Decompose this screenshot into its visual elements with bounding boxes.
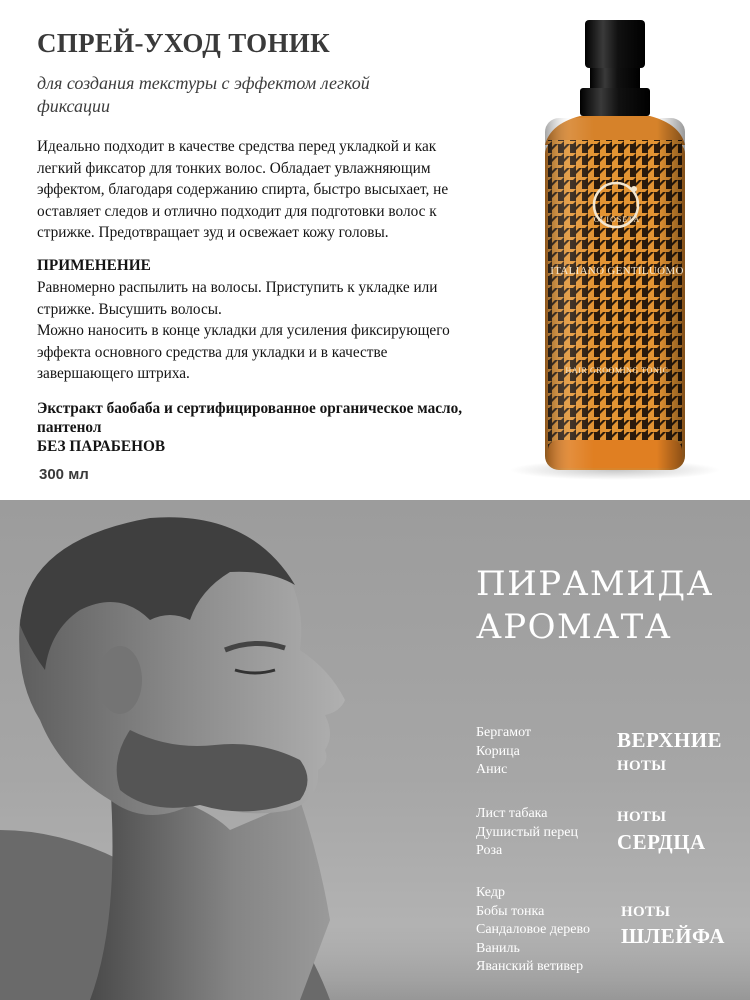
description-line: эффектом, благодаря содержанию спирта, быстро высыхает, не xyxy=(37,181,449,198)
heart-notes-sublabel: НОТЫ xyxy=(617,809,667,825)
note-item: Бергамот xyxy=(476,725,532,740)
note-item: Сандаловое дерево xyxy=(476,922,590,937)
base-notes-list xyxy=(476,884,590,977)
subtitle-line: фиксации xyxy=(37,96,111,116)
base-notes-sublabel: НОТЫ xyxy=(621,904,671,920)
usage-heading: ПРИМЕНЕНИЕ xyxy=(37,257,151,274)
note-item: Лист табака xyxy=(476,806,548,821)
description-line: Идеально подходит в качестве средства перед укладкой и как xyxy=(37,138,437,155)
paraben-free-label: БЕЗ ПАРАБЕНОВ xyxy=(37,438,166,455)
ingredients xyxy=(37,399,517,456)
note-item: Ваниль xyxy=(476,940,520,956)
usage-line: Равномерно распылить на волосы. Приступить к укладке или xyxy=(37,279,438,296)
bottle-illustration xyxy=(510,0,725,500)
bottle-image xyxy=(510,0,725,500)
fragrance-section xyxy=(0,500,750,1000)
usage-line: Можно наносить в конце укладки для усиления фиксирующего xyxy=(37,322,450,339)
ingredients-line: пантенол xyxy=(37,419,102,436)
product-title: СПРЕЙ-УХОД ТОНИК xyxy=(37,28,330,58)
pyramid-title-line: ПИРАМИДА xyxy=(476,564,714,604)
note-item: Анис xyxy=(476,762,508,777)
note-item: Кедр xyxy=(476,885,505,900)
top-notes-sublabel: НОТЫ xyxy=(617,758,667,774)
volume-label: 300 мл xyxy=(39,466,89,483)
usage-line: завершающего штриха. xyxy=(37,365,190,382)
description-line: легкий фиксатор для тонких волос. Обладает увлажняющим xyxy=(37,159,431,177)
pyramid-title xyxy=(476,563,714,649)
bottle-product-name: HAIR GROOMING TONIC xyxy=(565,366,669,375)
note-item: Корица xyxy=(476,743,520,759)
product-description xyxy=(37,136,517,244)
top-notes-label: ВЕРХНИЕ xyxy=(617,728,723,752)
bottle-brand: OLIOSETA xyxy=(593,215,641,224)
note-item: Бобы тонка xyxy=(476,903,545,919)
subtitle-line: для создания текстуры с эффектом легкой xyxy=(37,73,370,93)
base-notes-label: ШЛЕЙФА xyxy=(621,924,725,948)
usage-text xyxy=(37,277,517,385)
usage-line: эффекта основного средства для укладки и в качестве xyxy=(37,343,388,361)
usage-line: стрижке. Высушить волосы. xyxy=(37,300,222,318)
note-item: Яванский ветивер xyxy=(476,959,584,974)
heart-notes-label: СЕРДЦА xyxy=(617,830,706,854)
description-line: стрижке. Предотвращает зуд и освежает кожу головы. xyxy=(37,224,389,241)
product-subtitle xyxy=(37,72,457,118)
bottle-line-name: ITALIANO GENTILUOMO xyxy=(550,265,684,277)
note-item: Душистый перец xyxy=(476,824,578,840)
description-line: оставляет следов и отлично подходит для подготовки волос к xyxy=(37,202,437,220)
pyramid-title-line: АРОМАТА xyxy=(476,607,672,647)
note-item: Роза xyxy=(476,843,503,858)
ingredients-line: Экстракт баобаба и сертифицированное органическое масло, xyxy=(37,400,463,417)
heart-notes-list xyxy=(476,805,578,861)
top-notes-list xyxy=(476,724,531,780)
